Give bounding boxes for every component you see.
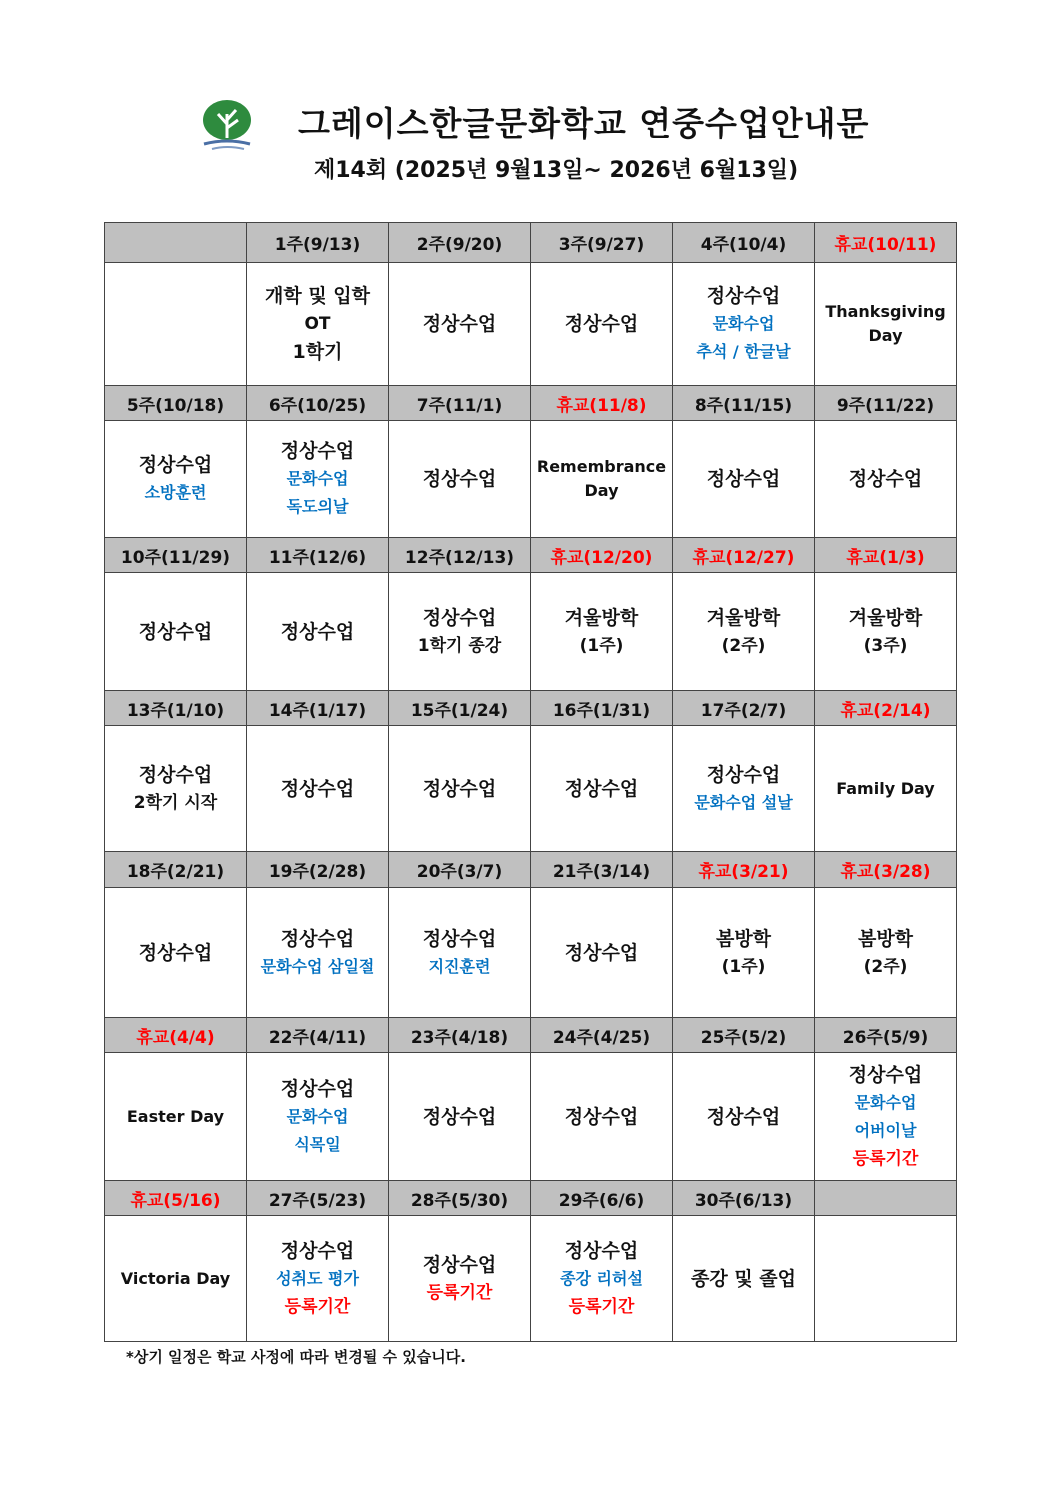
class-status: 정상수업 [280,777,355,800]
week-header-cell [105,223,247,263]
class-status: 정상수업 [706,468,781,490]
class-status: 정상수업 [138,763,213,786]
class-status: 종강 및 졸업 [691,1267,796,1290]
class-status: 봄방학 [715,927,772,950]
week-header-cell: 휴교(1/3) [815,538,957,573]
class-status: 정상수업 [422,1253,497,1276]
week-header-cell: 26주(5/9) [815,1018,957,1053]
week-content-cell [389,263,531,386]
week-header-cell: 20주(3/7) [389,852,531,888]
week-header-cell: 19주(2/28) [247,852,389,888]
class-status: 개학 및 입학 [265,285,370,307]
week-content-cell [247,1053,389,1181]
week-header-cell: 1주(9/13) [247,223,389,263]
week-content-cell [531,573,673,691]
week-header-cell: 9주(11/22) [815,386,957,421]
week-header-cell: 휴교(4/4) [105,1018,247,1053]
week-content-cell [815,726,957,852]
class-status: 정상수업 [706,763,781,786]
week-content-cell [389,1216,531,1342]
class-status: 정상수업 [564,1105,639,1128]
week-content-cell [673,726,815,852]
event-note: 문화수업 삼일절 [260,956,375,976]
registration-note: 등록기간 [852,1148,919,1169]
class-status: 정상수업 [422,927,497,950]
class-status: 겨울방학 [564,606,639,629]
week-content-cell [247,1216,389,1342]
week-content-cell [673,263,815,386]
week-header-cell: 휴교(3/28) [815,852,957,888]
class-status: 1학기 [292,341,343,363]
class-status: 정상수업 [280,1077,355,1100]
event-note: 독도의날 [286,497,349,516]
class-status: 정상수업 [564,1239,639,1262]
week-header-cell: 30주(6/13) [673,1181,815,1216]
week-header-cell: 25주(5/2) [673,1018,815,1053]
week-content-row [105,573,957,691]
event-note: 문화수업 [286,1106,349,1126]
week-header-cell: 23주(4/18) [389,1018,531,1053]
registration-note: 등록기간 [568,1296,635,1317]
week-content-cell [247,726,389,852]
week-header-cell: 4주(10/4) [673,223,815,263]
week-header-cell: 휴교(2/14) [815,691,957,726]
week-header-cell: 휴교(11/8) [531,386,673,421]
class-status: 정상수업 [422,606,497,629]
week-header-cell: 6주(10/25) [247,386,389,421]
class-status: Day [868,326,903,345]
week-content-row [105,726,957,852]
week-content-cell [673,573,815,691]
week-content-cell [389,888,531,1018]
week-header-cell: 휴교(10/11) [815,223,957,263]
week-content-cell [389,573,531,691]
week-header-cell: 7주(11/1) [389,386,531,421]
registration-note: 등록기간 [284,1296,351,1317]
class-status: 정상수업 [138,454,213,476]
class-status: 정상수업 [564,313,639,335]
event-note: 지진훈련 [428,956,491,976]
week-header-cell: 13주(1/10) [105,691,247,726]
week-content-row [105,421,957,538]
class-status: Easter Day [126,1106,225,1126]
week-content-cell [389,726,531,852]
week-content-cell [105,1053,247,1181]
week-header-cell: 5주(10/18) [105,386,247,421]
class-status: (2주) [863,956,908,977]
week-header-cell: 14주(1/17) [247,691,389,726]
event-note: 종강 리허설 [560,1268,643,1288]
class-status: 정상수업 [422,468,497,490]
week-content-cell [105,726,247,852]
week-content-cell [105,1216,247,1342]
week-content-row [105,263,957,386]
week-header-row [105,1181,957,1216]
class-status: 정상수업 [706,285,781,307]
week-content-row [105,1053,957,1181]
week-header-row [105,223,957,263]
class-status: 정상수업 [422,1105,497,1128]
class-status: 봄방학 [857,927,914,950]
week-content-cell [247,573,389,691]
class-status: 2학기 시작 [133,792,218,813]
week-header-cell: 휴교(12/20) [531,538,673,573]
week-content-cell [531,888,673,1018]
week-header-row [105,852,957,888]
week-header-cell: 12주(12/13) [389,538,531,573]
week-header-cell: 29주(6/6) [531,1181,673,1216]
class-status: 정상수업 [280,927,355,950]
week-header-row [105,386,957,421]
week-content-cell [815,263,957,386]
week-header-cell: 11주(12/6) [247,538,389,573]
event-note: 식목일 [294,1134,341,1154]
week-content-cell [673,1216,815,1342]
class-status: 겨울방학 [706,606,781,629]
event-note: 문화수업 [286,469,349,488]
week-header-cell: 15주(1/24) [389,691,531,726]
event-note: 추석 / 한글날 [696,342,791,361]
week-header-cell: 22주(4/11) [247,1018,389,1053]
week-header-cell: 휴교(12/27) [673,538,815,573]
week-header-cell: 28주(5/30) [389,1181,531,1216]
week-header-row [105,1018,957,1053]
schedule-table [104,222,957,1342]
class-status: 정상수업 [280,1239,355,1262]
week-header-cell: 17주(2/7) [673,691,815,726]
page-title: 그레이스한글문화학교 연중수업안내문 [298,104,870,143]
footnote: *상기 일정은 학교 사정에 따라 변경될 수 있습니다. [126,1348,466,1366]
class-status: 정상수업 [564,777,639,800]
week-header-cell: 10주(11/29) [105,538,247,573]
class-status: (3주) [863,635,908,656]
week-content-cell [815,421,957,538]
class-status: 정상수업 [848,1063,923,1086]
event-note: 문화수업 [712,314,775,333]
week-content-cell [105,573,247,691]
class-status: 정상수업 [848,468,923,490]
week-header-cell: 휴교(5/16) [105,1181,247,1216]
week-content-cell [247,263,389,386]
week-content-cell [531,726,673,852]
class-status: 정상수업 [280,620,355,643]
week-content-row [105,1216,957,1342]
week-header-cell: 21주(3/14) [531,852,673,888]
week-header-cell: 3주(9/27) [531,223,673,263]
class-status: 정상수업 [422,313,497,335]
week-content-cell [815,1216,957,1342]
event-note: 성취도 평가 [276,1268,359,1288]
week-content-cell [673,1053,815,1181]
week-header-cell: 18주(2/21) [105,852,247,888]
week-header-cell: 24주(4/25) [531,1018,673,1053]
registration-note: 등록기간 [426,1282,493,1303]
class-status: 정상수업 [422,777,497,800]
class-status: (1주) [579,635,624,656]
class-status: 정상수업 [564,941,639,964]
event-note: 소방훈련 [144,483,207,502]
week-content-cell [389,421,531,538]
class-status: Family Day [836,778,935,798]
week-content-cell [815,888,957,1018]
class-status: Victoria Day [120,1268,231,1288]
class-status: OT [304,314,331,334]
week-header-cell: 27주(5/23) [247,1181,389,1216]
class-status: 겨울방학 [848,606,923,629]
week-content-cell [531,263,673,386]
week-header-cell: 2주(9/20) [389,223,531,263]
week-content-cell [105,421,247,538]
week-content-cell [389,1053,531,1181]
class-status: 정상수업 [706,1105,781,1128]
week-content-cell [531,1053,673,1181]
event-note: 문화수업 [854,1092,917,1112]
week-header-cell [815,1181,957,1216]
class-status: 정상수업 [138,620,213,643]
page-subtitle: 제14회 (2025년 9월13일~ 2026년 6월13일) [314,158,799,183]
week-content-cell [531,1216,673,1342]
class-status: (1주) [721,956,766,977]
week-content-cell [531,421,673,538]
class-status: Remembrance [536,457,667,476]
event-note: 문화수업 설날 [694,792,793,812]
week-header-row [105,538,957,573]
week-header-cell: 휴교(3/21) [673,852,815,888]
week-header-row [105,691,957,726]
week-content-cell [815,1053,957,1181]
week-content-cell [815,573,957,691]
week-content-cell [247,421,389,538]
class-status: Thanksgiving [825,302,946,321]
week-header-cell: 16주(1/31) [531,691,673,726]
week-content-cell [673,888,815,1018]
week-content-cell [247,888,389,1018]
week-header-cell: 8주(11/15) [673,386,815,421]
class-status: Day [584,481,619,500]
school-logo-tree-icon [198,96,256,152]
class-status: 정상수업 [138,941,213,964]
class-status: 정상수업 [280,440,355,462]
event-note: 어버이날 [854,1120,917,1140]
week-content-cell [105,263,247,386]
class-status: 1학기 종강 [417,635,502,656]
week-content-cell [105,888,247,1018]
week-content-row [105,888,957,1018]
class-status: (2주) [721,635,766,656]
week-content-cell [673,421,815,538]
